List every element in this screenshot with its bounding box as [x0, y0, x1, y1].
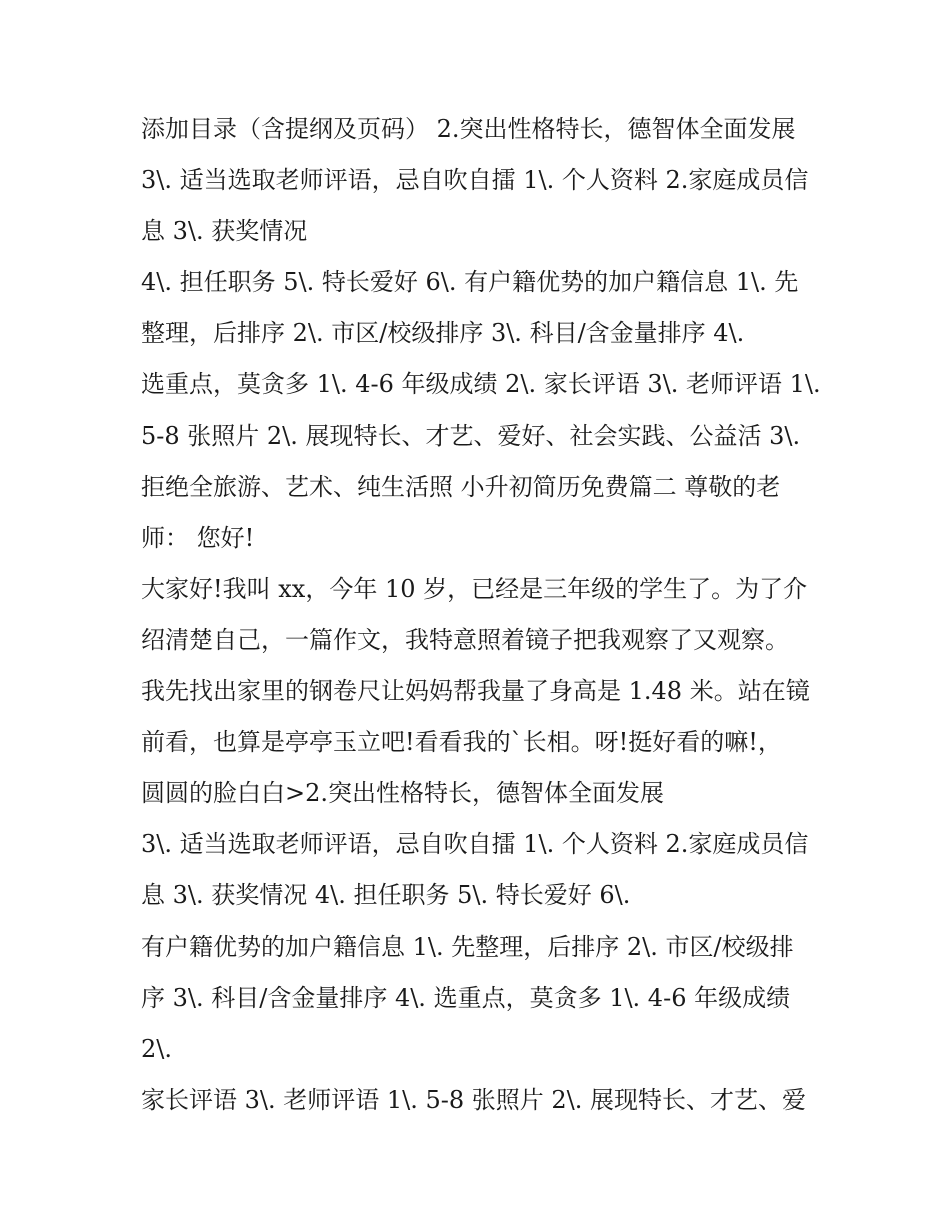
text-line: 圆圆的脸白白>2.突出性格特长，德智体全面发展: [141, 779, 665, 808]
text-line: 我先找出家里的钢卷尺让妈妈帮我量了身高是 1.48 米。站在镜: [141, 677, 810, 706]
document-body: [141, 104, 821, 1126]
text-line: 前看，也算是亭亭玉立吧!看看我的`长相。呀!挺好看的嘛!，: [141, 728, 782, 757]
text-line: 4\. 担任职务 5\. 特长爱好 6\. 有户籍优势的加户籍信息 1\. 先: [141, 268, 799, 297]
text-line: 绍清楚自己，一篇作文，我特意照着镜子把我观察了又观察。: [141, 625, 789, 654]
text-line: 拒绝全旅游、艺术、纯生活照 小升初简历免费篇二 尊敬的老: [141, 472, 781, 501]
text-line: 师： 您好!: [141, 523, 255, 552]
text-line: 3\. 适当选取老师评语，忌自吹自擂 1\. 个人资料 2.家庭成员信: [141, 830, 809, 859]
text-line: 大家好!我叫 xx，今年 10 岁，已经是三年级的学生了。为了介: [141, 574, 808, 603]
text-line: 整理，后排序 2\. 市区/校级排序 3\. 科目/含金量排序 4\.: [141, 319, 745, 348]
text-line: 选重点，莫贪多 1\. 4-6 年级成绩 2\. 家长评语 3\. 老师评语 1\.: [141, 370, 821, 399]
text-line: 息 3\. 获奖情况 4\. 担任职务 5\. 特长爱好 6\.: [141, 881, 631, 910]
text-line: 2\.: [141, 1034, 172, 1063]
text-line: 序 3\. 科目/含金量排序 4\. 选重点，莫贪多 1\. 4-6 年级成绩: [141, 983, 791, 1012]
text-line: 5-8 张照片 2\. 展现特长、才艺、爱好、社会实践、公益活 3\.: [141, 421, 801, 450]
text-line: 3\. 适当选取老师评语，忌自吹自擂 1\. 个人资料 2.家庭成员信: [141, 166, 809, 195]
text-line: 添加目录（含提纲及页码） 2.突出性格特长，德智体全面发展: [141, 115, 796, 143]
text-line: 有户籍优势的加户籍信息 1\. 先整理，后排序 2\. 市区/校级排: [141, 932, 794, 961]
text-line: 息 3\. 获奖情况: [141, 217, 308, 246]
text-line: 家长评语 3\. 老师评语 1\. 5-8 张照片 2\. 展现特长、才艺、爱: [141, 1085, 807, 1114]
